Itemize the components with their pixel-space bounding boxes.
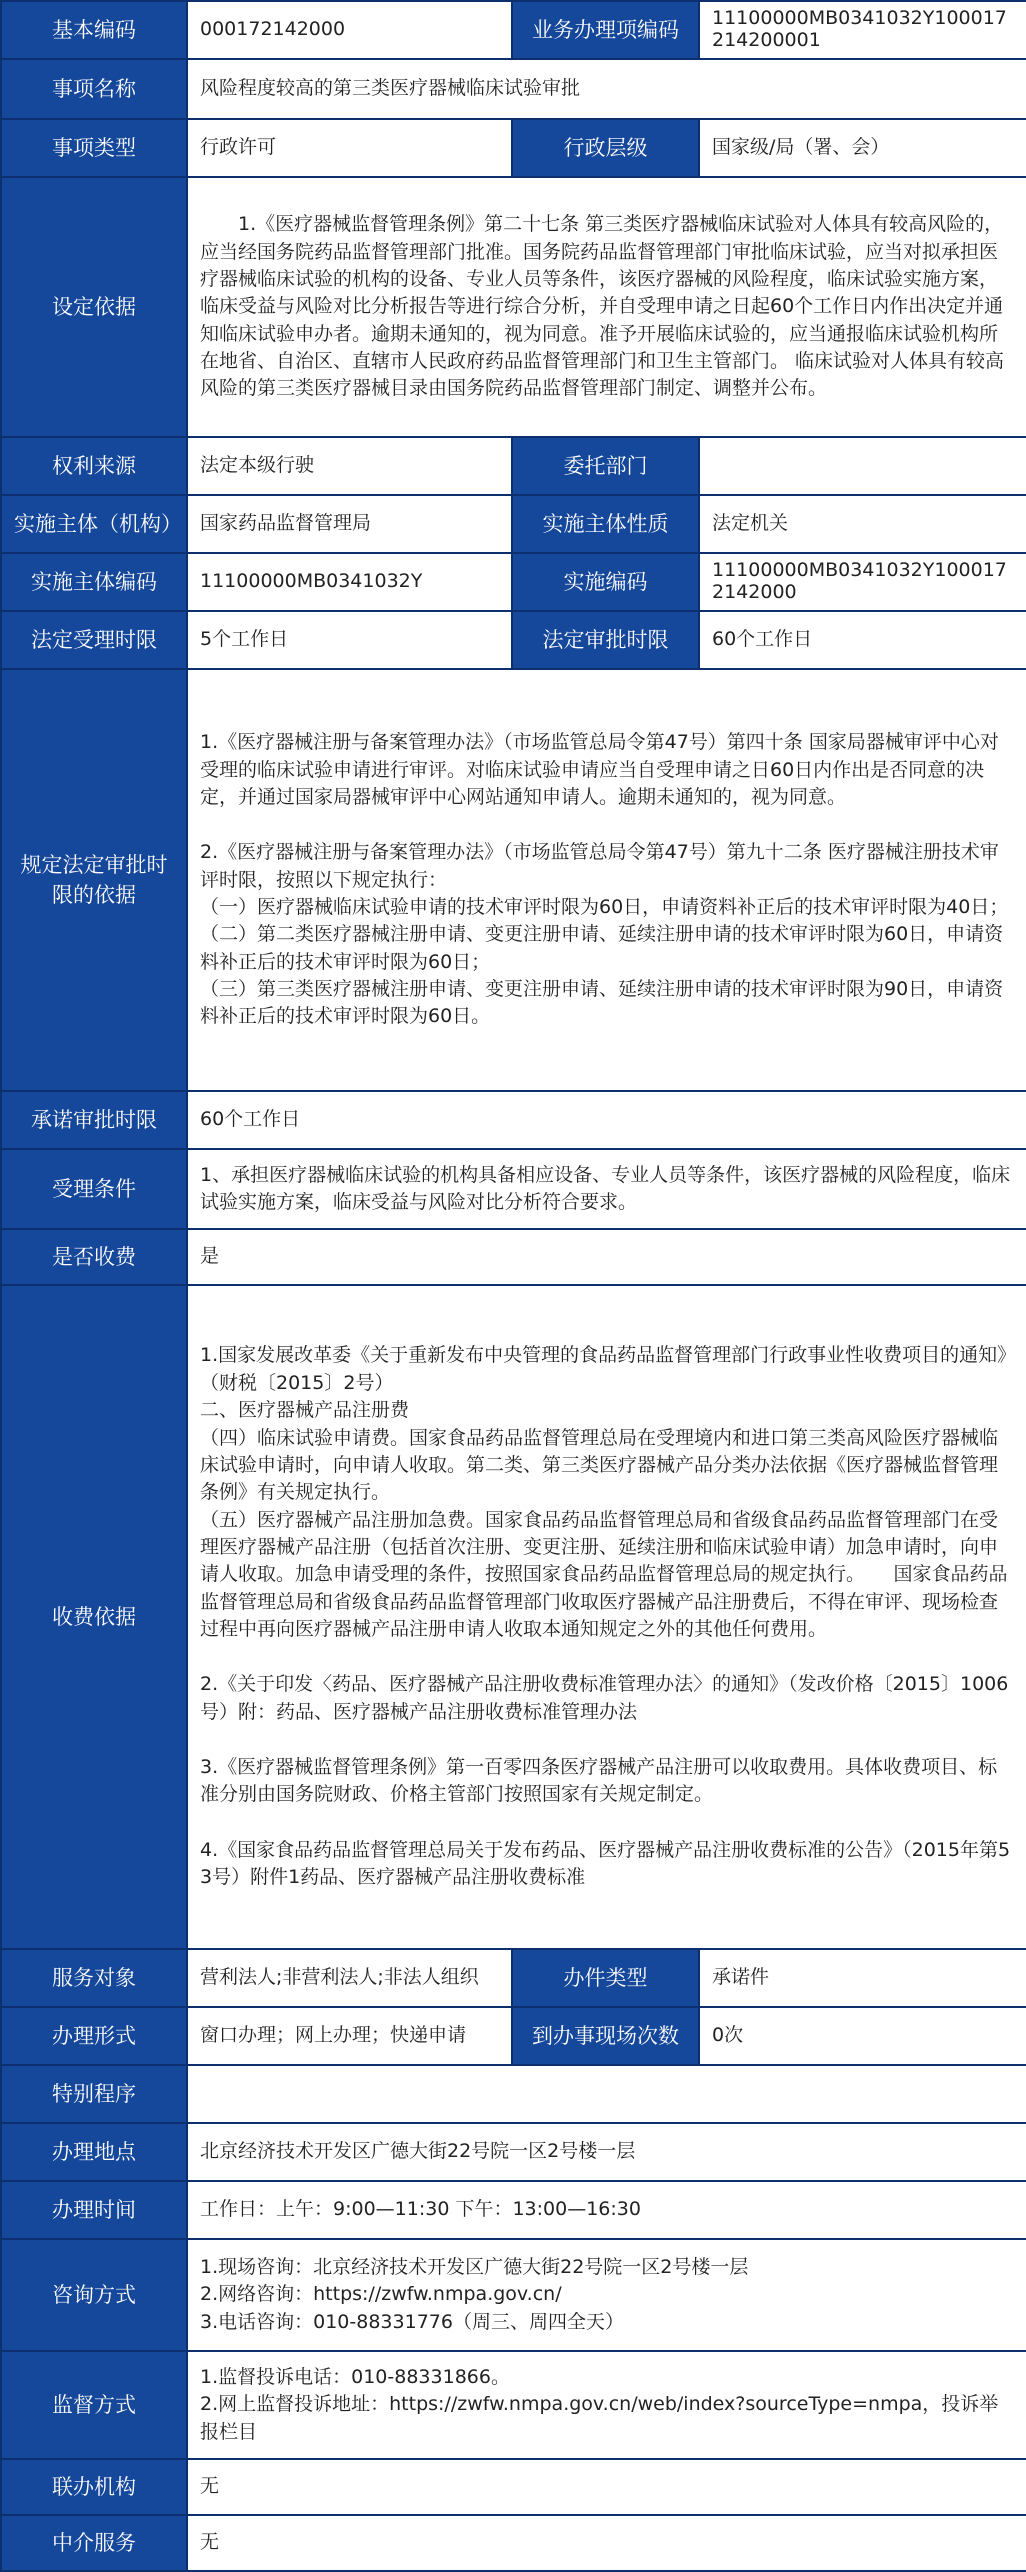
supervise-line: 1.监督投诉电话：010-88331866。	[200, 2365, 510, 2388]
fee-basis-paragraph: 3.《医疗器械监督管理条例》第一百零四条医疗器械产品注册可以收取费用。具体收费项目、标准分别由国务院财政、价格主管部门按照国家有关规定制定。	[200, 1756, 998, 1806]
subject-code-label: 实施主体编码	[1, 553, 187, 611]
fee-basis-label: 收费依据	[1, 1285, 187, 1949]
limit-basis-value	[187, 669, 1026, 1091]
agency-label: 中介服务	[1, 2515, 187, 2571]
admin-level-label: 行政层级	[512, 119, 699, 177]
row-limit-basis	[1, 669, 1026, 1091]
limit-basis-paragraph: （三）第三类医疗器械注册申请、变更注册申请、延续注册申请的技术审评时限为90日，申请资料补正后的技术审评时限为60日。	[200, 978, 1004, 1028]
item-name-value: 风险程度较高的第三类医疗器械临床试验审批	[187, 59, 1026, 119]
row-linked-org	[1, 2459, 1026, 2515]
item-name-label: 事项名称	[1, 59, 187, 119]
item-type-label: 事项类型	[1, 119, 187, 177]
approve-limit-label: 法定审批时限	[512, 611, 699, 669]
entrust-dept-label: 委托部门	[512, 437, 699, 495]
row-special	[1, 2065, 1026, 2123]
row-fee-basis	[1, 1285, 1026, 1949]
row-location	[1, 2123, 1026, 2181]
location-value: 北京经济技术开发区广德大街22号院一区2号楼一层	[187, 2123, 1026, 2181]
limit-basis-paragraph: （二）第二类医疗器械注册申请、变更注册申请、延续注册申请的技术审评时限为60日，申请资料补正后的技术审评时限为60日；	[200, 923, 1004, 973]
basis-value: 1.《医疗器械监督管理条例》第二十七条 第三类医疗器械临床试验对人体具有较高风险的，应当经国务院药品监督管理部门批准。国务院药品监督管理部门审批临床试验，应当对拟承担医疗器械临床试验的机构的设备、专业人员等条件，该医疗器械的风险程度，临床试验实施方案，临床受益与风险对比分析报告等进行综合分析，并自受理申请之日起60个工作日内作出决定并通知临床试验申办者。逾期未通知的，视为同意。准予开展临床试验的，应当通报临床试验机构所在地省、自治区、直辖市人民政府药品监督管理部门和卫生主管部门。 临床试验对人体具有较高风险的第三类医疗器械目录由国务院药品监督管理部门制定、调整并公布。	[187, 177, 1026, 437]
row-handle-form	[1, 2007, 1026, 2065]
accept-limit-label: 法定受理时限	[1, 611, 187, 669]
consult-label: 咨询方式	[1, 2239, 187, 2351]
subject-nature-label: 实施主体性质	[512, 495, 699, 553]
impl-code-label: 实施编码	[512, 553, 699, 611]
impl-subject-label: 实施主体（机构）	[1, 495, 187, 553]
admin-level-value: 国家级/局（署、会）	[699, 119, 1026, 177]
linked-org-label: 联办机构	[1, 2459, 187, 2515]
subject-nature-value: 法定机关	[699, 495, 1026, 553]
row-item-type	[1, 119, 1026, 177]
approve-limit-value: 60个工作日	[699, 611, 1026, 669]
hours-value: 工作日：上午：9:00—11:30 下午：13:00—16:30	[187, 2181, 1026, 2239]
basic-code-value: 000172142000	[187, 1, 512, 59]
service-target-value: 营利法人;非营利法人;非法人组织	[187, 1949, 512, 2007]
limit-basis-paragraph: 1.《医疗器械注册与备案管理办法》（市场监管总局令第47号）第四十条 国家局器械审评中心对受理的临床试验申请进行审评。对临床试验申请应当自受理申请之日60日内作出是否同意的决定，并通过国家局器械审评中心网站通知申请人。逾期未通知的，视为同意。	[200, 731, 999, 808]
handle-type-value: 承诺件	[699, 1949, 1026, 2007]
supervise-label: 监督方式	[1, 2351, 187, 2459]
row-accept-cond	[1, 1149, 1026, 1229]
impl-subject-value: 国家药品监督管理局	[187, 495, 512, 553]
fee-basis-paragraph: 1.国家发展改革委《关于重新发布中央管理的食品药品监督管理部门行政事业性收费项目的通知》（财税〔2015〕2号）	[200, 1344, 1007, 1394]
special-value	[187, 2065, 1026, 2123]
location-label: 办理地点	[1, 2123, 187, 2181]
charge-label: 是否收费	[1, 1229, 187, 1285]
row-time-limits	[1, 611, 1026, 669]
linked-org-value: 无	[187, 2459, 1026, 2515]
promise-limit-label: 承诺审批时限	[1, 1091, 187, 1149]
row-item-name	[1, 59, 1026, 119]
accept-limit-value: 5个工作日	[187, 611, 512, 669]
row-basic-code	[1, 1, 1026, 59]
right-source-label: 权利来源	[1, 437, 187, 495]
row-supervise	[1, 2351, 1026, 2459]
hours-label: 办理时间	[1, 2181, 187, 2239]
agency-value: 无	[187, 2515, 1026, 2571]
charge-value: 是	[187, 1229, 1026, 1285]
service-target-label: 服务对象	[1, 1949, 187, 2007]
right-source-value: 法定本级行驶	[187, 437, 512, 495]
handle-type-label: 办件类型	[512, 1949, 699, 2007]
visits-label: 到办事现场次数	[512, 2007, 699, 2065]
handle-form-label: 办理形式	[1, 2007, 187, 2065]
row-agency	[1, 2515, 1026, 2571]
limit-basis-paragraph: （一）医疗器械临床试验申请的技术审评时限为60日，申请资料补正后的技术审评时限为40日；	[200, 896, 1009, 918]
fee-basis-value	[187, 1285, 1026, 1949]
biz-code-value: 11100000MB0341032Y100017214200001	[699, 1, 1026, 59]
row-impl-subject	[1, 495, 1026, 553]
handle-form-value: 窗口办理；网上办理；快递申请	[187, 2007, 512, 2065]
basic-code-label: 基本编码	[1, 1, 187, 59]
subject-code-value: 11100000MB0341032Y	[187, 553, 512, 611]
row-promise-limit	[1, 1091, 1026, 1149]
row-right-source	[1, 437, 1026, 495]
fee-basis-paragraph: （四）临床试验申请费。国家食品药品监督管理总局在受理境内和进口第三类高风险医疗器械临床试验申请时，向申请人收取。第二类、第三类医疗器械产品分类办法依据《医疗器械监督管理条例》有关规定执行。	[200, 1426, 999, 1504]
limit-basis-paragraph: 2.《医疗器械注册与备案管理办法》（市场监管总局令第47号）第九十二条 医疗器械注册技术审评时限，按照以下规定执行：	[200, 841, 999, 891]
row-hours	[1, 2181, 1026, 2239]
entrust-dept-value	[699, 437, 1026, 495]
item-type-value: 行政许可	[187, 119, 512, 177]
accept-cond-label: 受理条件	[1, 1149, 187, 1229]
consult-line: 2.网络咨询：https://zwfw.nmpa.gov.cn/	[200, 2283, 562, 2306]
row-basis	[1, 177, 1026, 437]
row-consult	[1, 2239, 1026, 2351]
consult-value	[187, 2239, 1026, 2351]
special-label: 特别程序	[1, 2065, 187, 2123]
fee-basis-paragraph: 4.《国家食品药品监督管理总局关于发布药品、医疗器械产品注册收费标准的公告》（2015年第53号）附件1药品、医疗器械产品注册收费标准	[200, 1838, 1011, 1889]
consult-line: 3.电话咨询：010-88331776（周三、周四全天）	[200, 2310, 624, 2333]
supervise-value	[187, 2351, 1026, 2459]
basis-label: 设定依据	[1, 177, 187, 437]
promise-limit-value: 60个工作日	[187, 1091, 1026, 1149]
impl-code-value: 11100000MB0341032Y1000172142000	[699, 553, 1026, 611]
row-service-target	[1, 1949, 1026, 2007]
consult-line: 1.现场咨询：北京经济技术开发区广德大街22号院一区2号楼一层	[200, 2255, 749, 2278]
supervise-line: 2.网上监督投诉地址：https://zwfw.nmpa.gov.cn/web/index?sourceType=nmpa，投诉举报栏目	[200, 2393, 999, 2443]
limit-basis-label: 规定法定审批时限的依据	[1, 669, 187, 1091]
row-subject-code	[1, 553, 1026, 611]
accept-cond-value: 1、承担医疗器械临床试验的机构具备相应设备、专业人员等条件，该医疗器械的风险程度，临床试验实施方案，临床受益与风险对比分析符合要求。	[187, 1149, 1026, 1229]
row-charge	[1, 1229, 1026, 1285]
fee-basis-paragraph: （五）医疗器械产品注册加急费。国家食品药品监督管理总局和省级食品药品监督管理部门在受理医疗器械产品注册（包括首次注册、变更注册、延续注册和临床试验申请）加急申请时，向申请人收取。加急申请受理的条件，按照国家食品药品监督管理总局的规定执行。 国家食品药品监督管理总局和省级食品药品监督管理部门收取医疗器械产品注册费后，不得在审评、现场检查过程中再向医疗器械产品注册申请人收取本通知规定之外的其他任何费用。	[200, 1508, 1008, 1641]
visits-value: 0次	[699, 2007, 1026, 2065]
fee-basis-paragraph: 2.《关于印发〈药品、医疗器械产品注册收费标准管理办法〉的通知》（发改价格〔2015〕1006号）附：药品、医疗器械产品注册收费标准管理办法	[200, 1673, 1009, 1723]
fee-basis-paragraph: 二、医疗器械产品注册费	[200, 1399, 410, 1422]
biz-code-label: 业务办理项编码	[512, 1, 699, 59]
